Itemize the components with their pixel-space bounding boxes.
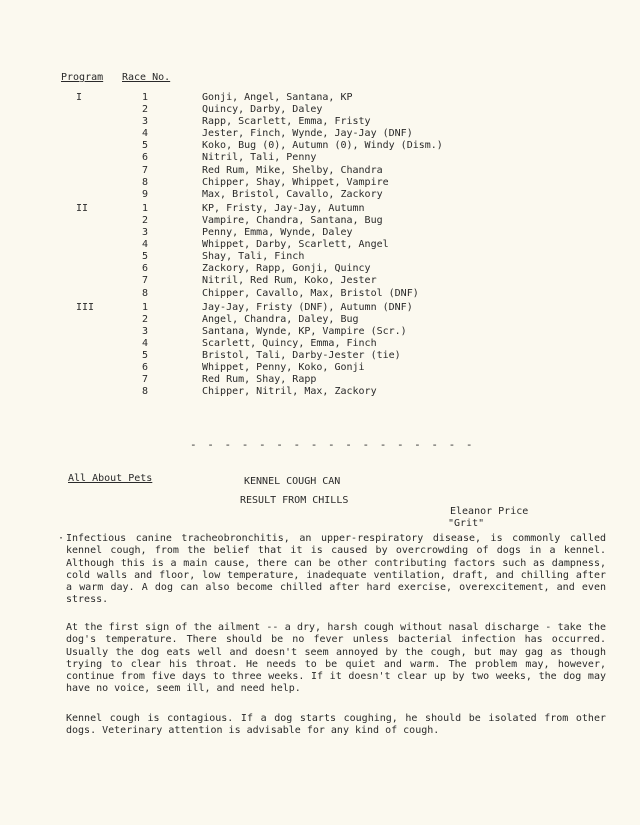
race-row [0,386,640,398]
program-label: III [76,301,95,313]
race-number: 3 [142,116,149,128]
race-row [0,302,640,314]
race-entrants: Vampire, Chandra, Santana, Bug [202,214,383,226]
race-number: 6 [142,263,149,275]
race-row [0,338,640,350]
race-row [0,92,640,104]
race-row [0,215,640,227]
race-row [0,128,640,140]
race-number: 6 [142,362,149,374]
race-entrants: Penny, Emma, Wynde, Daley [202,227,353,239]
race-entrants: Chipper, Shay, Whippet, Vampire [202,176,389,188]
race-entrants: Red Rum, Mike, Shelby, Chandra [202,164,383,176]
race-number: 2 [142,104,149,116]
race-entrants: Santana, Wynde, KP, Vampire (Scr.) [202,325,407,337]
race-row [0,116,640,128]
race-number: 1 [142,202,149,214]
section-separator: - - - - - - - - - - - - - - - - - [190,438,475,451]
race-number: 4 [142,128,149,140]
race-row [0,203,640,215]
race-number: 8 [142,176,149,188]
race-entrants: Rapp, Scarlett, Emma, Fristy [202,116,371,128]
paragraph-mark: · [58,533,65,544]
race-number: 9 [142,188,149,200]
race-entrants: Jay-Jay, Fristy (DNF), Autumn (DNF) [202,301,413,313]
race-results-list [0,92,640,398]
race-row [0,189,640,201]
race-entrants: Jester, Finch, Wynde, Jay-Jay (DNF) [202,128,413,140]
race-number-header: Race No. [122,72,171,83]
race-entrants: Max, Bristol, Cavallo, Zackory [202,188,383,200]
race-number: 5 [142,140,149,152]
race-entrants: Shay, Tali, Finch [202,251,305,263]
article-paragraph-3: Kennel cough is contagious. If a dog starts coughing, he should be isolated from other dogs. Veterinary attention is advisable for any kind of cough. [66,713,606,737]
race-entrants: Quincy, Darby, Daley [202,104,323,116]
race-row [0,140,640,152]
program-label: II [76,202,89,214]
race-entrants: Red Rum, Shay, Rapp [202,374,317,386]
race-entrants: Scarlett, Quincy, Emma, Finch [202,337,377,349]
race-number: 8 [142,287,149,299]
race-number: 4 [142,239,149,251]
race-row [0,326,640,338]
race-entrants: Whippet, Darby, Scarlett, Angel [202,239,389,251]
race-number: 2 [142,214,149,226]
race-row [0,177,640,189]
column-title: All About Pets [68,473,153,484]
race-entrants: Nitril, Tali, Penny [202,152,317,164]
program-label: I [76,92,83,103]
race-row [0,350,640,362]
race-number: 2 [142,313,149,325]
race-number: 5 [142,251,149,263]
race-row [0,239,640,251]
race-number: 5 [142,349,149,361]
article-headline-line-1: KENNEL COUGH CAN [244,476,341,487]
race-entrants: Gonji, Angel, Santana, KP [202,92,353,103]
article-author: Eleanor Price [450,506,529,517]
race-number: 1 [142,301,149,313]
race-entrants: Bristol, Tali, Darby-Jester (tie) [202,349,401,361]
race-entrants: Chipper, Nitril, Max, Zackory [202,386,377,398]
race-number: 3 [142,227,149,239]
race-row [0,251,640,263]
race-row [0,374,640,386]
race-entrants: Angel, Chandra, Daley, Bug [202,313,359,325]
race-row [0,314,640,326]
race-row [0,263,640,275]
race-number: 3 [142,325,149,337]
race-entrants: Whippet, Penny, Koko, Gonji [202,362,365,374]
article-author-nickname: "Grit" [448,518,485,529]
race-row [0,288,640,300]
race-row [0,275,640,287]
article-headline-line-2: RESULT FROM CHILLS [240,495,349,506]
race-number: 6 [142,152,149,164]
race-number: 8 [142,386,149,398]
race-row [0,362,640,374]
race-row [0,227,640,239]
race-number: 7 [142,164,149,176]
race-row [0,165,640,177]
program-header: Program [61,72,104,83]
race-entrants: KP, Fristy, Jay-Jay, Autumn [202,202,365,214]
race-entrants: Nitril, Red Rum, Koko, Jester [202,275,377,287]
race-entrants: Chipper, Cavallo, Max, Bristol (DNF) [202,287,419,299]
race-row [0,152,640,164]
race-row [0,104,640,116]
article-paragraph-1: Infectious canine tracheobronchitis, an upper-respiratory disease, is commonly called kennel cough, from the belief that it is caused by overcrowding of dogs in a kennel. Although this is a main cause, there can be other contributing factors such as dampness, cold walls and floor, low temperature, inadequate ventilation, draft, and chilling after a warm day. A dog can also become chilled after hard exercise, overexcitement, and even stress. [66,533,606,606]
race-entrants: Zackory, Rapp, Gonji, Quincy [202,263,371,275]
race-number: 1 [142,92,149,103]
race-number: 4 [142,337,149,349]
race-number: 7 [142,275,149,287]
race-number: 7 [142,374,149,386]
race-entrants: Koko, Bug (0), Autumn (0), Windy (Dism.) [202,140,443,152]
article-paragraph-2: At the first sign of the ailment -- a dry, harsh cough without nasal discharge - take the dog's temperature. There should be no fever unless bacterial infection has occurred. Usually the dog eats well and doesn't seem annoyed by the cough, but may gag as though trying to clear his throat. He needs to be quiet and warm. The problem may, however, continue from five days to three weeks. If it doesn't clear up by two weeks, the dog may have no voice, seem ill, and need help. [66,622,606,695]
